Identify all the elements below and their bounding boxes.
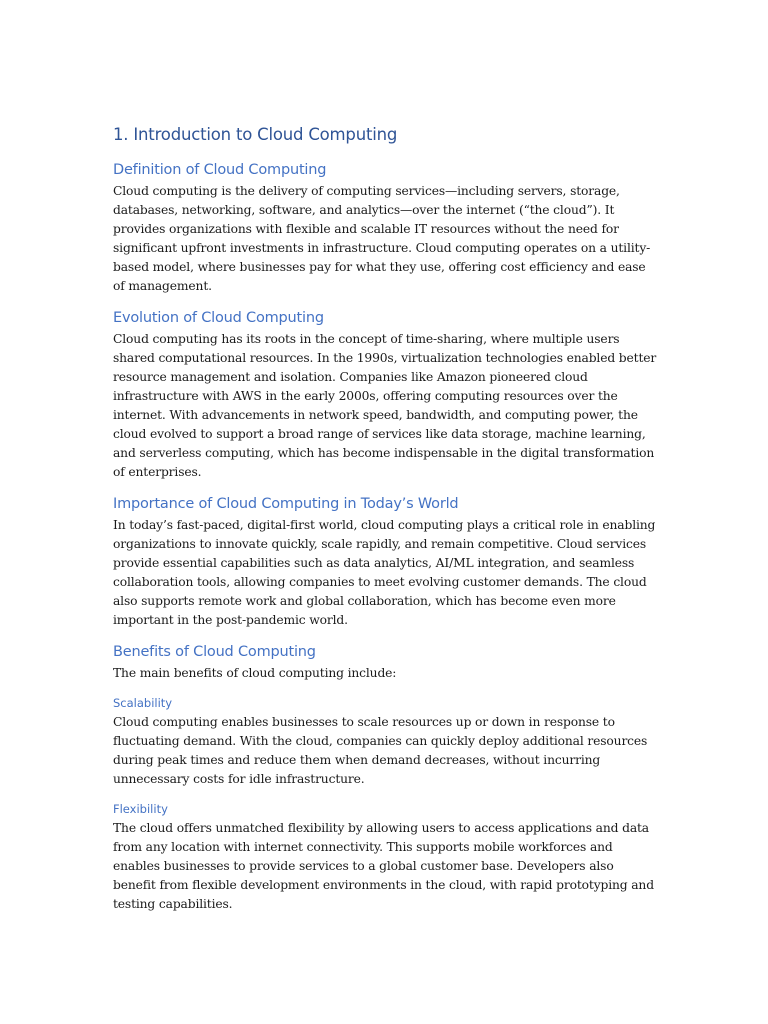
section-paragraph: Cloud computing is the delivery of computing services—including servers, storage, databases, networking, software, and analytics—over the internet (“the cloud”). It provides organizations with flexible and scalable IT resources without the need for significant upfront investments in infrastructure. Cloud computing operates on a utility-based model, where businesses pay for what they use, offering cost efficiency and ease of management. — [113, 184, 651, 293]
section-heading: Evolution of Cloud Computing — [113, 310, 324, 326]
section-heading: Definition of Cloud Computing — [113, 162, 327, 178]
section-definition — [113, 160, 658, 296]
benefit-heading: Scalability — [113, 696, 173, 710]
benefit-paragraph: The cloud offers unmatched flexibility by allowing users to access applications and data from any location with internet connectivity. This supports mobile workforces and enables businesses to provide services to a global customer base. Developers also benefit from flexible development environments in the cloud, with rapid prototyping and testing capabilities. — [113, 821, 654, 911]
benefit-scalability — [113, 695, 658, 789]
document-title: 1. Introduction to Cloud Computing — [113, 125, 398, 144]
section-paragraph: In today’s fast-paced, digital-first world, cloud computing plays a critical role in enabling organizations to innovate quickly, scale rapidly, and remain competitive. Cloud services provide essential capabilities such as data analytics, AI/ML integration, and seamless collaboration tools, allowing companies to meet evolving customer demands. The cloud also supports remote work and global collaboration, which has become even more important in the post-pandemic world. — [113, 518, 656, 627]
benefit-heading: Flexibility — [113, 802, 168, 816]
section-heading: Benefits of Cloud Computing — [113, 644, 316, 660]
benefit-flexibility — [113, 801, 658, 914]
section-importance — [113, 494, 658, 630]
document-content — [113, 124, 658, 926]
section-paragraph: Cloud computing has its roots in the concept of time-sharing, where multiple users shared computational resources. In the 1990s, virtualization technologies enabled better resource management and isolation. Companies like Amazon pioneered cloud infrastructure with AWS in the early 2000s, offering computing resources over the internet. With advancements in network speed, bandwidth, and computing power, the cloud evolved to support a broad range of services like data storage, machine learning, and serverless computing, which has become indispensable in the digital transformation of enterprises. — [113, 332, 657, 479]
section-heading: Importance of Cloud Computing in Today’s World — [113, 496, 459, 512]
benefit-paragraph: Cloud computing enables businesses to scale resources up or down in response to fluctuating demand. With the cloud, companies can quickly deploy additional resources during peak times and reduce them when demand decreases, without incurring unnecessary costs for idle infrastructure. — [113, 715, 648, 786]
section-evolution — [113, 308, 658, 482]
section-paragraph: The main benefits of cloud computing include: — [113, 666, 397, 680]
section-benefits — [113, 642, 658, 683]
